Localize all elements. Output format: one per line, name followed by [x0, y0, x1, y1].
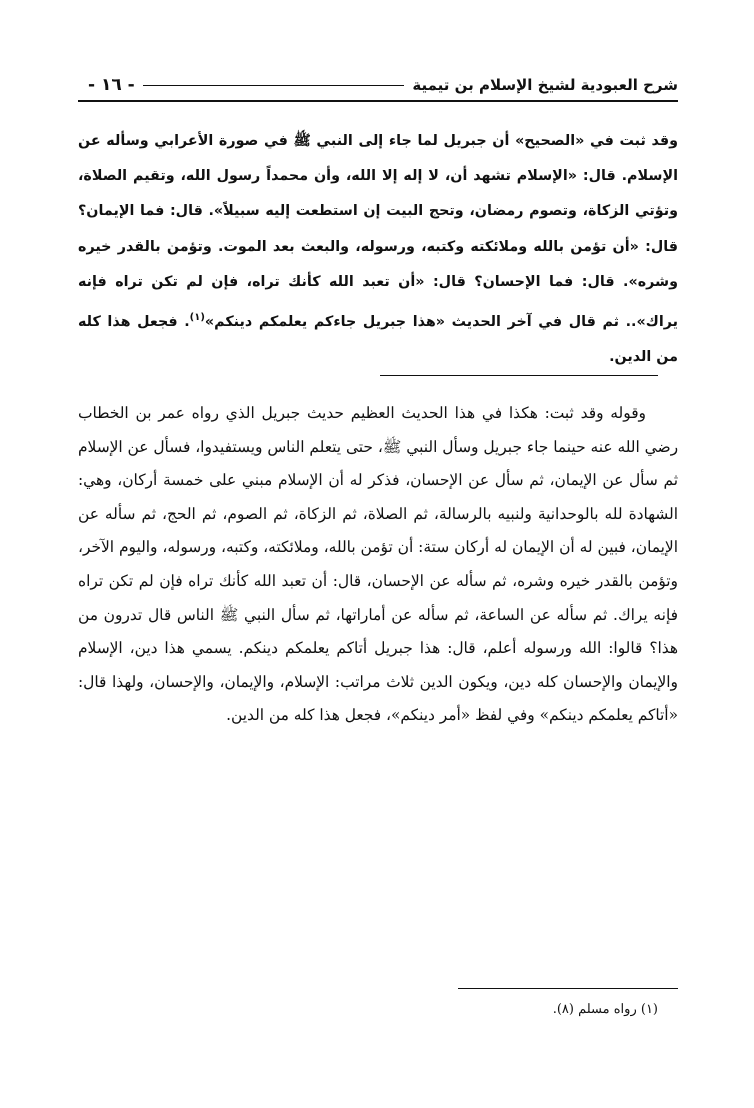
header-underline [78, 100, 678, 102]
footnote-divider [458, 988, 678, 989]
commentary-paragraph: وقوله وقد ثبت: هكذا في هذا الحديث العظيم حديث جبريل الذي رواه عمر بن الخطاب رضي الله عنه حينما جاء جبريل وسأل النبي ﷺ، حتى يتعلم الناس ويستفيدوا، فسأل عن الإسلام ثم سأل عن الإيمان، ثم سأل عن الإحسان، فذكر له أن الإسلام مبني على خمسة أركان، وهي: الشهادة لله بالوحدانية ولنبيه بالرسالة، ثم الصلاة، ثم الزكاة، ثم الصوم، ثم الحج، ثم سأله عن الإيمان، فبين له أن الإيمان له أركان ستة: أن تؤمن بالله، وملائكته، وكتبه، ورسوله، واليوم الآخر، وتؤمن بالقدر خيره وشره، ثم سأله عن الإحسان، قال: أن تعبد الله كأنك تراه فإن لم تكن تراه فإنه يراك. ثم سأله عن الساعة، ثم سأله عن أماراتها، ثم سأل النبي ﷺ الناس قال تدرون من هذا؟ قالوا: الله ورسوله أعلم، قال: هذا جبريل أتاكم يعلمكم دينكم. يسمي هذا دين، الإسلام والإيمان والإحسان كله دين، ويكون الدين ثلاث مراتب: الإسلام، والإيمان، والإحسان، ولهذا قال: «أتاكم يعلمكم دينكم» وفي لفظ «أمر دينكم»، فجعل هذا كله من الدين. [78, 404, 678, 725]
footnote: (١) رواه مسلم (٨). [552, 1002, 658, 1017]
quoted-text: وقد ثبت في «الصحيح» أن جبريل لما جاء إلى النبي ﷺ في صورة الأعرابي وسأله عن الإسلام. قال: «الإسلام تشهد أن، لا إله إلا الله، وأن محمداً رسول الله، وتقيم الصلاة، وتؤتي الزكاة، وتصوم رمضان، وتحج البيت إن استطعت إليه سبيلاً». قال: فما الإيمان؟ قال: «أن تؤمن بالله وملائكته وكتبه، ورسوله، والبعث بعد الموت. وتؤمن بالقدر خيره وشره». قال: فما الإحسان؟ قال: «أن تعبد الله كأنك تراه، فإن لم تكن تراه فإنه يراك».. ثم قال في آخر الحديث «هذا جبريل جاءكم يعلمكم دينكم» [78, 133, 678, 330]
footnote-reference: (١) [189, 312, 205, 324]
running-header [78, 70, 678, 100]
quoted-text-closing: . فجعل هذا كله من الدين. [78, 313, 678, 365]
quoted-text-block [78, 124, 678, 375]
header-inline-rule [143, 85, 405, 86]
header-title: شرح العبودية لشيخ الإسلام بن تيمية [412, 76, 678, 94]
section-divider [380, 375, 658, 376]
page-number: - ١٦ - [88, 75, 135, 95]
